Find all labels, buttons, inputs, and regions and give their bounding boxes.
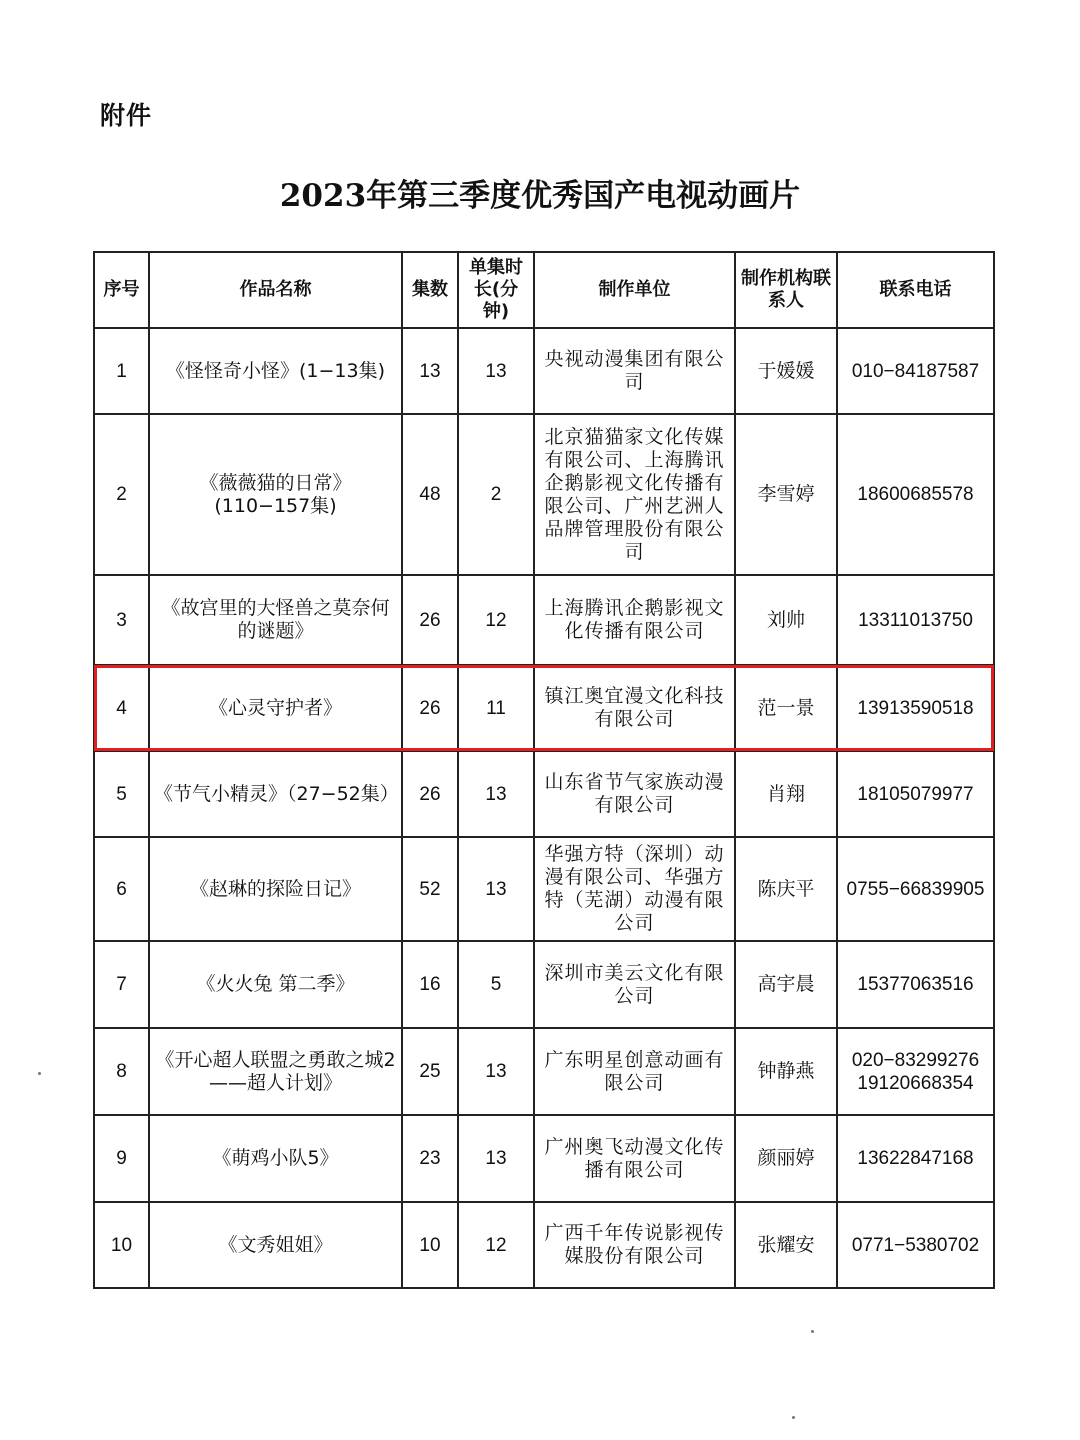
cell-name: 《怪怪奇小怪》(1−13集) bbox=[149, 328, 402, 414]
table-row bbox=[94, 1202, 994, 1288]
cell-producer: 广州奥飞动漫文化传播有限公司 bbox=[534, 1115, 735, 1202]
cell-phone: 18600685578 bbox=[837, 414, 994, 575]
cell-minutes: 13 bbox=[458, 751, 534, 837]
cell-name: 《开心超人联盟之勇敢之城2——超人计划》 bbox=[149, 1028, 402, 1115]
header-no: 序号 bbox=[94, 252, 149, 328]
header-phone: 联系电话 bbox=[837, 252, 994, 328]
cell-episodes: 52 bbox=[402, 837, 458, 941]
cell-producer: 镇江奥宜漫文化科技有限公司 bbox=[534, 665, 735, 751]
cell-episodes: 26 bbox=[402, 751, 458, 837]
cell-minutes: 11 bbox=[458, 665, 534, 751]
cell-episodes: 48 bbox=[402, 414, 458, 575]
cell-contact: 张耀安 bbox=[735, 1202, 837, 1288]
cell-producer: 山东省节气家族动漫有限公司 bbox=[534, 751, 735, 837]
cell-minutes: 13 bbox=[458, 1028, 534, 1115]
cell-minutes: 12 bbox=[458, 575, 534, 665]
cell-phone: 13913590518 bbox=[837, 665, 994, 751]
cell-minutes: 13 bbox=[458, 837, 534, 941]
cell-producer: 央视动漫集团有限公司 bbox=[534, 328, 735, 414]
cell-producer: 广西千年传说影视传媒股份有限公司 bbox=[534, 1202, 735, 1288]
cell-contact: 范一景 bbox=[735, 665, 837, 751]
cell-minutes: 13 bbox=[458, 1115, 534, 1202]
cell-episodes: 26 bbox=[402, 665, 458, 751]
cell-contact: 于媛媛 bbox=[735, 328, 837, 414]
attachment-label: 附件 bbox=[100, 101, 153, 130]
cell-no: 3 bbox=[94, 575, 149, 665]
cell-phone: 0771−5380702 bbox=[837, 1202, 994, 1288]
cell-contact: 高宇晨 bbox=[735, 941, 837, 1028]
cell-episodes: 13 bbox=[402, 328, 458, 414]
header-producer: 制作单位 bbox=[534, 252, 735, 328]
table-row bbox=[94, 575, 994, 665]
scan-speck bbox=[38, 1072, 41, 1075]
cell-contact: 李雪婷 bbox=[735, 414, 837, 575]
cell-contact: 刘帅 bbox=[735, 575, 837, 665]
header-name: 作品名称 bbox=[149, 252, 402, 328]
cell-contact: 肖翔 bbox=[735, 751, 837, 837]
table-row bbox=[94, 1115, 994, 1202]
cell-phone: 18105079977 bbox=[837, 751, 994, 837]
cell-minutes: 5 bbox=[458, 941, 534, 1028]
cell-phone: 15377063516 bbox=[837, 941, 994, 1028]
cell-producer: 上海腾讯企鹅影视文化传播有限公司 bbox=[534, 575, 735, 665]
cell-no: 5 bbox=[94, 751, 149, 837]
cell-no: 1 bbox=[94, 328, 149, 414]
cell-contact: 陈庆平 bbox=[735, 837, 837, 941]
cell-minutes: 13 bbox=[458, 328, 534, 414]
cell-no: 7 bbox=[94, 941, 149, 1028]
cell-producer: 深圳市美云文化有限公司 bbox=[534, 941, 735, 1028]
cell-no: 2 bbox=[94, 414, 149, 575]
cell-name: 《文秀姐姐》 bbox=[149, 1202, 402, 1288]
cell-no: 10 bbox=[94, 1202, 149, 1288]
cell-contact: 颜丽婷 bbox=[735, 1115, 837, 1202]
scan-speck bbox=[811, 1330, 814, 1333]
cell-name: 《火火兔 第二季》 bbox=[149, 941, 402, 1028]
header-contact: 制作机构联系人 bbox=[735, 252, 837, 328]
cell-phone: 0755−66839905 bbox=[837, 837, 994, 941]
cell-name: 《薇薇猫的日常》(110−157集) bbox=[149, 414, 402, 575]
cell-name: 《心灵守护者》 bbox=[149, 665, 402, 751]
cell-phone: 13622847168 bbox=[837, 1115, 994, 1202]
table-row bbox=[94, 837, 994, 941]
cell-contact: 钟静燕 bbox=[735, 1028, 837, 1115]
table-row bbox=[94, 414, 994, 575]
table-row bbox=[94, 665, 994, 751]
cell-phone: 13311013750 bbox=[837, 575, 994, 665]
cell-phone: 020−83299276 19120668354 bbox=[837, 1028, 994, 1115]
table-row bbox=[94, 751, 994, 837]
cell-episodes: 10 bbox=[402, 1202, 458, 1288]
cell-name: 《故宫里的大怪兽之莫奈何的谜题》 bbox=[149, 575, 402, 665]
cell-producer: 北京猫猫家文化传媒有限公司、上海腾讯企鹅影视文化传播有限公司、广州艺洲人品牌管理股份有限公司 bbox=[534, 414, 735, 575]
cell-no: 8 bbox=[94, 1028, 149, 1115]
document-title: 2023年第三季度优秀国产电视动画片 bbox=[279, 178, 801, 214]
cell-minutes: 12 bbox=[458, 1202, 534, 1288]
header-row bbox=[94, 252, 994, 328]
cell-name: 《赵琳的探险日记》 bbox=[149, 837, 402, 941]
table-row bbox=[94, 1028, 994, 1115]
animation-list-table bbox=[93, 251, 995, 1289]
header-minutes: 单集时长(分钟) bbox=[458, 252, 534, 328]
table-row bbox=[94, 941, 994, 1028]
cell-episodes: 26 bbox=[402, 575, 458, 665]
table-row bbox=[94, 328, 994, 414]
cell-producer: 广东明星创意动画有限公司 bbox=[534, 1028, 735, 1115]
cell-producer: 华强方特（深圳）动漫有限公司、华强方特（芜湖）动漫有限公司 bbox=[534, 837, 735, 941]
cell-minutes: 2 bbox=[458, 414, 534, 575]
cell-episodes: 23 bbox=[402, 1115, 458, 1202]
cell-no: 9 bbox=[94, 1115, 149, 1202]
cell-episodes: 16 bbox=[402, 941, 458, 1028]
scan-speck bbox=[792, 1416, 795, 1419]
cell-name: 《节气小精灵》（27−52集） bbox=[149, 751, 402, 837]
cell-phone: 010−84187587 bbox=[837, 328, 994, 414]
cell-no: 4 bbox=[94, 665, 149, 751]
cell-no: 6 bbox=[94, 837, 149, 941]
header-episodes: 集数 bbox=[402, 252, 458, 328]
cell-episodes: 25 bbox=[402, 1028, 458, 1115]
cell-name: 《萌鸡小队5》 bbox=[149, 1115, 402, 1202]
